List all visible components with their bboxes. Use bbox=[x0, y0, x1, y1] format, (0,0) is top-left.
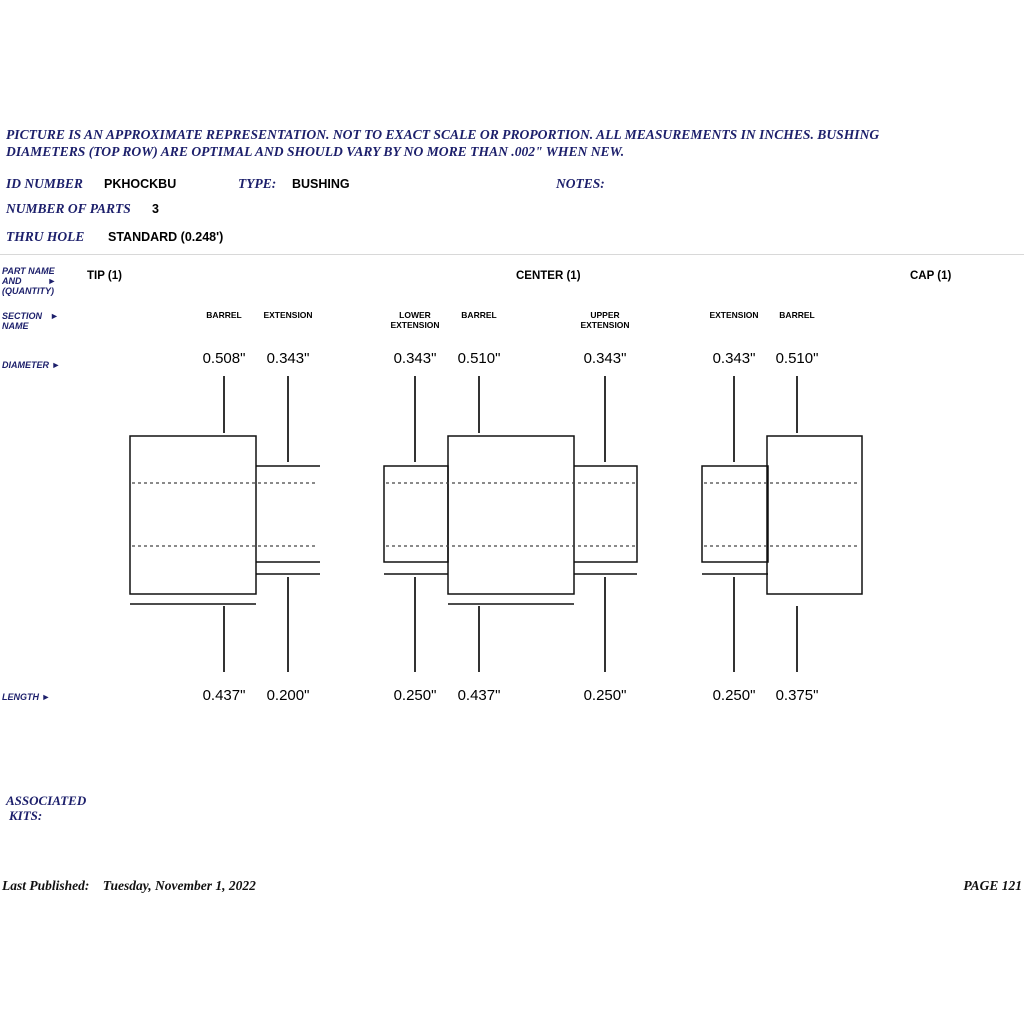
length-center-barrel: 0.437" bbox=[457, 687, 501, 704]
thru-hole-label: THRU HOLE bbox=[6, 229, 85, 244]
diameter-tip-extension: 0.343" bbox=[266, 350, 310, 367]
center-upper-extension-shape bbox=[574, 466, 637, 574]
last-published-label: Last Published: bbox=[2, 878, 90, 893]
length-arrow-icon: ► bbox=[41, 692, 51, 702]
diameter-cap-barrel: 0.510" bbox=[775, 350, 819, 367]
number-of-parts-value: 3 bbox=[152, 202, 159, 216]
length-label: LENGTH bbox=[2, 692, 39, 702]
section-name-tip-extension: EXTENSION bbox=[263, 310, 313, 320]
section-name-cap-barrel: BARREL bbox=[779, 310, 815, 320]
diameter-label: DIAMETER bbox=[2, 360, 49, 370]
section-label-line-1: SECTION bbox=[2, 311, 43, 321]
part-name-label-line-2: AND bbox=[2, 276, 22, 286]
associated-kits-line-2: KITS: bbox=[9, 808, 43, 823]
type-value: BUSHING bbox=[292, 177, 350, 191]
tip-extension-shape bbox=[256, 466, 320, 574]
thru-hole-lines bbox=[132, 483, 860, 546]
id-number-label: ID NUMBER bbox=[6, 176, 83, 191]
id-number-value: PKHOCKBU bbox=[104, 177, 177, 191]
disclaimer-line-2: DIAMETERS (TOP ROW) ARE OPTIMAL AND SHOULD VARY BY NO MORE THAN .002" WHEN NEW. bbox=[6, 144, 625, 159]
page-number: PAGE 121 bbox=[963, 878, 1022, 893]
thru-hole-value: STANDARD (0.248') bbox=[108, 230, 224, 244]
diameter-arrow-icon: ► bbox=[51, 360, 61, 370]
cap-extension-shape bbox=[702, 466, 768, 562]
length-cap-barrel: 0.375" bbox=[775, 687, 819, 704]
part-name-tip: TIP (1) bbox=[87, 270, 122, 282]
section-name-center-upper-extension: UPPER EXTENSION bbox=[580, 310, 630, 330]
length-center-upper-extension: 0.250" bbox=[583, 687, 627, 704]
type-label: TYPE: bbox=[238, 176, 277, 191]
part-name-cap: CAP (1) bbox=[910, 270, 952, 282]
last-published bbox=[2, 878, 256, 894]
section-arrow-icon: ► bbox=[50, 311, 59, 321]
part-name-label-line-1: PART NAME bbox=[2, 266, 55, 276]
length-tip-barrel: 0.437" bbox=[202, 687, 246, 704]
part-name-label-line-3: (QUANTITY) bbox=[2, 286, 54, 296]
section-label-line-2: NAME bbox=[2, 321, 29, 331]
number-of-parts-label: NUMBER OF PARTS bbox=[6, 201, 131, 216]
section-name-center-lower-extension: LOWER EXTENSION bbox=[390, 310, 440, 330]
diameter-center-upper-extension: 0.343" bbox=[583, 350, 627, 367]
associated-kits-line-1: ASSOCIATED bbox=[6, 793, 87, 808]
center-barrel-shape bbox=[448, 436, 574, 594]
diameter-center-lower-extension: 0.343" bbox=[393, 350, 437, 367]
length-cap-extension: 0.250" bbox=[712, 687, 756, 704]
part-name-center: CENTER (1) bbox=[516, 270, 581, 282]
diameter-leader-lines bbox=[224, 376, 797, 462]
notes-label: NOTES: bbox=[556, 176, 605, 191]
section-name-center-barrel: BARREL bbox=[461, 310, 497, 320]
associated-kits-label bbox=[6, 793, 86, 823]
diameter-center-barrel: 0.510" bbox=[457, 350, 501, 367]
section-name-cap-extension: EXTENSION bbox=[709, 310, 759, 320]
length-center-lower-extension: 0.250" bbox=[393, 687, 437, 704]
diameter-tip-barrel: 0.508" bbox=[202, 350, 246, 367]
last-published-date: Tuesday, November 1, 2022 bbox=[102, 878, 256, 893]
section-name-tip-barrel: BARREL bbox=[206, 310, 242, 320]
length-leader-lines bbox=[224, 577, 797, 672]
part-name-arrow-icon: ► bbox=[47, 276, 57, 286]
tip-barrel-shape bbox=[130, 436, 256, 594]
length-tip-extension: 0.200" bbox=[266, 687, 310, 704]
cap-barrel-shape bbox=[767, 436, 862, 594]
diameter-cap-extension: 0.343" bbox=[712, 350, 756, 367]
center-lower-extension-shape bbox=[384, 466, 448, 562]
disclaimer-line-1: PICTURE IS AN APPROXIMATE REPRESENTATION. NOT TO EXACT SCALE OR PROPORTION. ALL MEASUREMENTS IN INCHES. BUSHING bbox=[6, 127, 880, 142]
